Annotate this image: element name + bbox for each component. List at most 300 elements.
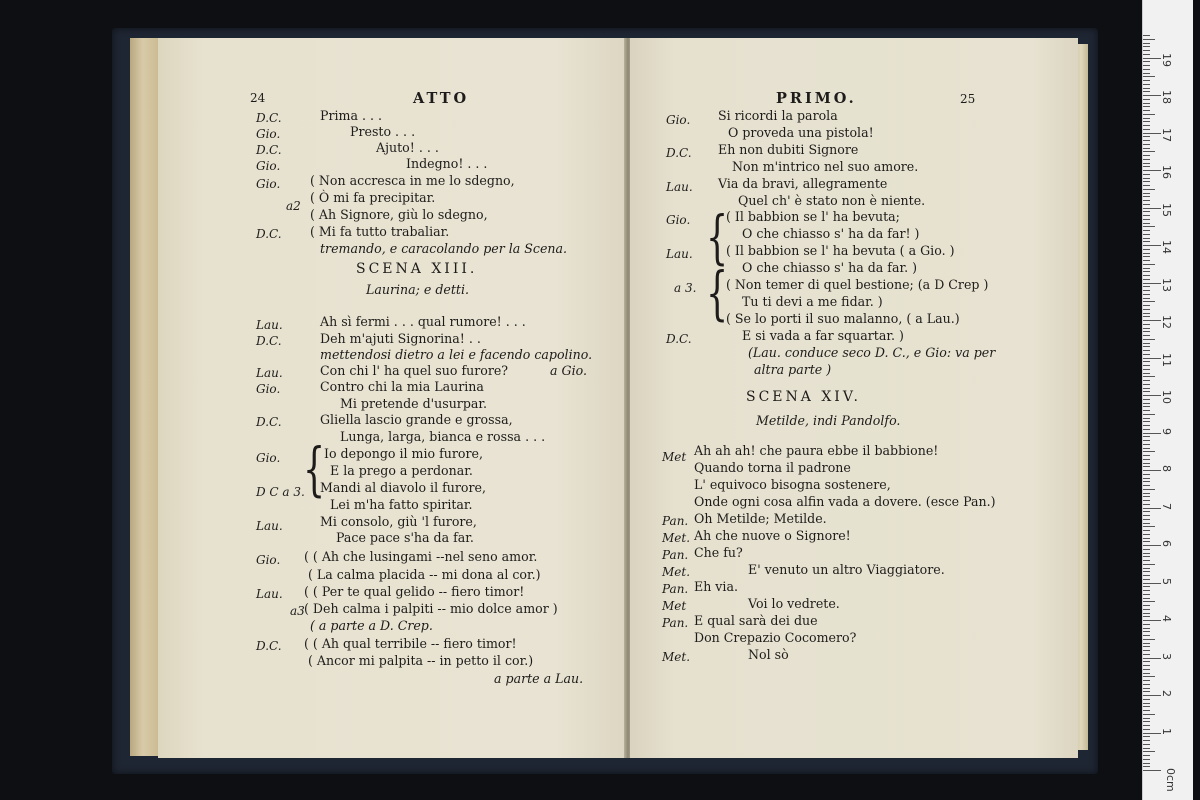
ruler-tick [1143,268,1150,269]
ruler-tick [1143,346,1150,347]
verse-line: O che chiasso s' ha da far. ) [742,260,918,275]
verse-line: Con chi l' ha quel suo furore? [320,363,509,378]
ruler-tick [1143,313,1150,314]
ruler-tick [1143,181,1150,182]
ruler-tick [1143,388,1150,389]
stage-direction: altra parte ) [754,362,832,377]
speaker: a2 [286,199,301,213]
ruler-tick [1143,43,1150,44]
ruler-tick [1143,279,1150,280]
ruler-tick [1143,178,1150,179]
speaker: a 3. [674,281,697,295]
ruler-tick [1143,290,1150,291]
verse-line: Mi consolo, giù 'l furore, [320,514,477,529]
ruler-tick [1143,673,1150,674]
ruler-tick [1143,223,1150,224]
ruler-tick [1143,534,1150,535]
speaker: D.C. [666,146,692,160]
verse-line: ( Ancor mi palpita -- in petto il cor.) [308,653,534,668]
verse-line: Quel ch' è stato non è niente. [738,193,926,208]
verse-line: Voi lo vedrete. [748,596,840,611]
speaker: Lau. [256,366,283,380]
ruler-tick [1143,88,1150,89]
ruler-tick [1143,541,1150,542]
verse-line: Ajuto! . . . [376,140,439,155]
ruler-tick [1143,118,1150,119]
brace-glyph: { [706,203,729,271]
ruler-tick [1143,583,1161,584]
verse-line: E si vada a far squartar. ) [742,328,904,343]
verse-line: Deh m'ajuti Signorina! . . [320,331,481,346]
ruler-tick [1143,95,1161,96]
ruler-tick [1143,136,1150,137]
ruler-tick [1143,391,1150,392]
ruler-tick [1143,125,1150,126]
ruler-number: 12 [1160,315,1173,329]
ruler-tick [1143,425,1150,426]
ruler-tick [1143,260,1150,261]
ruler-tick [1143,470,1161,471]
ruler-tick [1143,639,1155,640]
running-head: PRIMO. [776,90,857,107]
ruler-tick [1143,568,1150,569]
ruler-tick [1143,193,1150,194]
ruler-tick [1143,624,1150,625]
verse-line: L' equivoco bisogna sostenere, [694,477,891,492]
ruler-tick [1143,496,1150,497]
brace-glyph: { [706,259,729,327]
ruler-tick [1143,466,1150,467]
ruler-tick [1143,54,1150,55]
ruler-tick [1143,331,1150,332]
ruler-tick [1143,770,1161,771]
ruler-tick [1143,163,1150,164]
ruler-tick [1143,545,1161,546]
ruler-tick [1143,406,1150,407]
verse-line: Ah sì fermi . . . qual rumore! . . . [320,314,526,329]
speaker: Met. [662,650,691,664]
ruler-tick [1143,631,1150,632]
ruler-tick [1143,58,1161,59]
ruler-tick [1143,538,1150,539]
stage-direction: a parte a Lau. [494,671,584,686]
ruler-tick [1143,365,1150,366]
ruler-number: 7 [1160,502,1173,510]
ruler-tick [1143,324,1150,325]
ruler-tick [1143,121,1150,122]
ruler-tick [1143,455,1150,456]
verse-line: ( La calma placida -- mi dona al cor.) [308,567,541,582]
ruler-tick [1143,635,1150,636]
ruler-tick [1143,174,1150,175]
ruler-tick [1143,133,1161,134]
ruler-tick [1143,718,1150,719]
ruler-tick [1143,215,1150,216]
scene-persons: Laurina; e detti. [366,282,470,297]
stage-direction: ( a parte a D. Crep. [310,618,433,633]
ruler-tick [1143,189,1155,190]
verse-line: Io depongo il mio furore, [324,446,483,461]
ruler-tick [1143,249,1150,250]
verse-line: Eh non dubiti Signore [718,142,859,157]
ruler-tick [1143,354,1150,355]
ruler-tick [1143,238,1150,239]
ruler-tick [1143,358,1161,359]
ruler-tick [1143,350,1150,351]
ruler-tick [1143,526,1155,527]
verse-line: O proveda una pistola! [728,125,874,140]
ruler-tick [1143,478,1150,479]
ruler-tick [1143,755,1150,756]
ruler-tick [1143,410,1150,411]
ruler-tick [1143,144,1150,145]
ruler-tick [1143,729,1150,730]
ruler-tick [1143,680,1150,681]
ruler-tick [1143,515,1150,516]
verse-line: Che fu? [694,545,743,560]
verse-line: O che chiasso s' ha da far! ) [742,226,920,241]
verse-line: Quando torna il padrone [694,460,851,475]
ruler-tick [1143,556,1150,557]
ruler-tick [1143,271,1150,272]
speaker: Pan. [662,582,689,596]
ruler-tick [1143,721,1150,722]
ruler-tick [1143,519,1150,520]
speaker: Gio. [666,113,691,127]
ruler-tick [1143,316,1150,317]
ruler-tick [1143,166,1150,167]
ruler-tick [1143,335,1150,336]
ruler-tick [1143,185,1150,186]
speaker: D.C. [256,639,282,653]
ruler-tick [1143,684,1150,685]
ruler-tick [1143,208,1161,209]
ruler-tick [1143,421,1150,422]
ruler-tick [1143,155,1150,156]
ruler-tick [1143,309,1150,310]
ruler-tick [1143,50,1150,51]
ruler-number: 6 [1160,540,1173,547]
verse-line: E la prego a perdonar. [330,463,473,478]
ruler-number: 10 [1160,390,1173,404]
ruler-tick [1143,560,1150,561]
ruler-tick [1143,211,1150,212]
verse-line: ( Il babbion se l' ha bevuta; [726,209,900,224]
speaker: D.C. [256,143,282,157]
ruler-tick [1143,440,1150,441]
verse-line: Prima . . . [320,108,382,123]
ruler-tick [1143,740,1150,741]
ruler-tick [1143,669,1150,670]
ruler-tick [1143,99,1150,100]
verse-line: ( Mi fa tutto trabaliar. [310,224,450,239]
ruler-tick [1143,395,1161,396]
ruler-tick [1143,35,1150,36]
verse-line: Ah ah ah! che paura ebbe il babbione! [694,443,939,458]
stage-direction: (Lau. conduce seco D. C., e Gio: va per [748,345,996,360]
speaker: D C a 3. [256,485,305,499]
ruler-tick [1143,399,1150,400]
speaker: Gio. [256,451,281,465]
ruler-tick [1143,511,1150,512]
ruler-tick [1143,384,1150,385]
speaker: Gio. [256,553,281,567]
ruler-tick [1143,586,1150,587]
ruler-tick [1143,264,1155,265]
ruler-tick [1143,159,1150,160]
ruler-tick [1143,61,1150,62]
ruler-tick [1143,485,1150,486]
speaker: Lau. [256,318,283,332]
left-page [158,38,626,758]
verse-line: Lunga, larga, bianca e rossa . . . [340,429,546,444]
ruler-tick [1143,339,1155,340]
ruler-tick [1143,474,1150,475]
ruler-tick [1143,725,1150,726]
verse-line: ( Non accresca in me lo sdegno, [310,173,515,188]
ruler-tick [1143,343,1150,344]
ruler-tick [1143,69,1150,70]
ruler-tick [1143,200,1150,201]
speaker: Gio. [256,127,281,141]
speaker: Gio. [256,159,281,173]
speaker: Met [662,599,687,613]
ruler-tick [1143,699,1150,700]
ruler-tick [1143,245,1161,246]
verse-line: Mandi al diavolo il furore, [320,480,486,495]
ruler-number: 18 [1160,90,1173,104]
ruler-tick [1143,748,1150,749]
ruler-tick [1143,46,1150,47]
ruler-tick [1143,571,1150,572]
running-head: ATTO [413,90,470,107]
ruler-tick [1143,609,1150,610]
ruler-tick [1143,256,1150,257]
ruler-tick [1143,481,1150,482]
ruler-tick [1143,204,1150,205]
ruler-tick [1143,140,1150,141]
ruler-number: 3 [1160,652,1173,660]
ruler-tick [1143,91,1150,92]
ruler-tick [1143,493,1150,494]
ruler-tick [1143,601,1155,602]
ruler-tick [1143,376,1155,377]
speaker: Gio. [256,382,281,396]
verse-line: Tu ti devi a me fidar. ) [742,294,883,309]
ruler-tick [1143,628,1150,629]
ruler-number: 17 [1160,127,1173,142]
page-number: 24 [250,91,266,105]
verse-line: Contro chi la mia Laurina [320,379,484,394]
verse-line: Presto . . . [350,124,416,139]
verse-line: Onde ogni cosa alfin vada a dovere. (esce Pan.) [694,494,996,509]
ruler-number: 16 [1160,165,1173,179]
speaker: D.C. [256,334,282,348]
speaker: D.C. [256,415,282,429]
verse-line: ( Ò mi fa precipitar. [310,190,436,205]
scene-title: SCENA XIII. [356,261,478,277]
ruler-number: 9 [1160,427,1173,435]
ruler-tick [1143,594,1150,595]
ruler-number: 1 [1160,727,1173,735]
speaker: a3 [290,604,305,618]
ruler-tick [1143,616,1150,617]
ruler-tick [1143,196,1150,197]
verse-line: Pace pace s'ha da far. [336,530,474,545]
verse-line: Si ricordi la parola [718,108,838,123]
verse-line: Ah che nuove o Signore! [694,528,851,543]
speaker: Gio. [256,177,281,191]
ruler-tick [1143,646,1150,647]
ruler-tick [1143,253,1150,254]
ruler-tick [1143,665,1150,666]
ruler-tick [1143,564,1155,565]
ruler-tick [1143,691,1150,692]
ruler-tick [1143,286,1150,287]
ruler-number: 11 [1160,352,1173,367]
ruler-tick [1143,73,1150,74]
verse-line: Don Crepazio Cocomero? [694,630,857,645]
ruler-tick [1143,766,1150,767]
speaker: Lau. [256,587,283,601]
ruler-tick [1143,459,1150,460]
measuring-ruler [1142,0,1193,800]
ruler-tick [1143,736,1150,737]
ruler-number: 15 [1160,202,1173,217]
scene-persons: Metilde, indi Pandolfo. [756,413,901,428]
ruler-tick [1143,219,1150,220]
ruler-tick [1143,763,1150,764]
ruler-tick [1143,380,1150,381]
ruler-tick [1143,170,1161,171]
verse-line: Indegno! . . . [406,156,488,171]
ruler-tick [1143,759,1150,760]
ruler-tick [1143,448,1150,449]
speaker: Met [662,450,687,464]
ruler-tick [1143,643,1150,644]
ruler-tick [1143,489,1155,490]
verse-line: ( Se lo porti il suo malanno, ( a Lau.) [726,311,960,326]
verse-line: ( ( Ah qual terribile -- fiero timor! [304,636,517,651]
ruler-tick [1143,305,1150,306]
ruler-tick [1143,650,1150,651]
ruler-tick [1143,500,1150,501]
ruler-tick [1143,598,1150,599]
verse-line: Mi pretende d'usurpar. [340,396,488,411]
ruler-number: 14 [1160,240,1173,254]
ruler-tick [1143,234,1150,235]
verse-line: Lei m'ha fatto spiritar. [330,497,473,512]
ruler-tick [1143,553,1150,554]
ruler-tick [1143,241,1150,242]
ruler-number: 8 [1160,465,1173,472]
speaker: Gio. [666,213,691,227]
verse-line: ( ( Ah che lusingami --nel seno amor. [304,549,538,564]
stage-direction: tremando, e caracolando per la Scena. [320,241,568,256]
ruler-tick [1143,508,1161,509]
ruler-tick [1143,451,1155,452]
ruler-tick [1143,84,1150,85]
ruler-tick [1143,328,1150,329]
verse-line: ( Il babbion se l' ha bevuta ( a Gio. ) [726,243,955,258]
ruler-tick [1143,688,1150,689]
ruler-tick [1143,369,1150,370]
ruler-tick [1143,695,1161,696]
verse-line: ( ( Per te qual gelido -- fiero timor! [304,584,525,599]
ruler-number: 5 [1160,577,1173,585]
ruler-tick [1143,80,1150,81]
speaker: Met. [662,531,691,545]
ruler-tick [1143,433,1161,434]
ruler-tick [1143,733,1161,734]
scene-title: SCENA XIV. [746,389,861,405]
speaker: Pan. [662,548,689,562]
ruler-tick [1143,129,1150,130]
ruler-tick [1143,575,1150,576]
ruler-tick [1143,148,1150,149]
ruler-number: 2 [1160,690,1173,697]
ruler-tick [1143,114,1155,115]
ruler-tick [1143,65,1150,66]
ruler-tick [1143,706,1150,707]
verse-line: E' venuto un altro Viaggiatore. [748,562,945,577]
aside: a Gio. [550,363,587,378]
right-page [630,38,1078,758]
speaker: Lau. [666,247,693,261]
verse-line: Via da bravi, allegramente [718,176,888,191]
verse-line: ( Deh calma i palpiti -- mio dolce amor ) [304,601,558,616]
ruler-tick [1143,226,1155,227]
ruler-tick [1143,418,1150,419]
ruler-tick [1143,294,1150,295]
brace-glyph: { [303,435,326,503]
verse-line: Eh via. [694,579,738,594]
page-number: 25 [960,92,976,106]
ruler-tick [1143,230,1150,231]
ruler-tick [1143,654,1150,655]
ruler-tick [1143,39,1155,40]
verse-line: Oh Metilde; Metilde. [694,511,827,526]
ruler-tick [1143,106,1150,107]
ruler-tick [1143,429,1150,430]
ruler-number: 4 [1160,615,1173,622]
ruler-tick [1143,436,1150,437]
ruler-tick [1143,283,1161,284]
verse-line: E qual sarà dei due [694,613,818,628]
ruler-number: 13 [1160,277,1173,292]
ruler-tick [1143,714,1155,715]
ruler-tick [1143,76,1155,77]
ruler-tick [1143,504,1150,505]
ruler-tick [1143,710,1150,711]
ruler-tick [1143,414,1155,415]
speaker: D.C. [256,227,282,241]
ruler-tick [1143,590,1150,591]
speaker: Lau. [666,180,693,194]
verse-line: ( Ah Signore, giù lo sdegno, [310,207,488,222]
ruler-tick [1143,579,1150,580]
ruler-tick [1143,373,1150,374]
ruler-tick [1143,661,1150,662]
ruler-tick [1143,151,1155,152]
ruler-tick [1143,744,1150,745]
ruler-number: 19 [1160,52,1173,67]
stage-direction: mettendosi dietro a lei e facendo capolino. [320,347,593,362]
verse-line: Nol sò [748,647,789,662]
ruler-tick [1143,463,1150,464]
ruler-tick [1143,676,1155,677]
speaker: D.C. [256,111,282,125]
